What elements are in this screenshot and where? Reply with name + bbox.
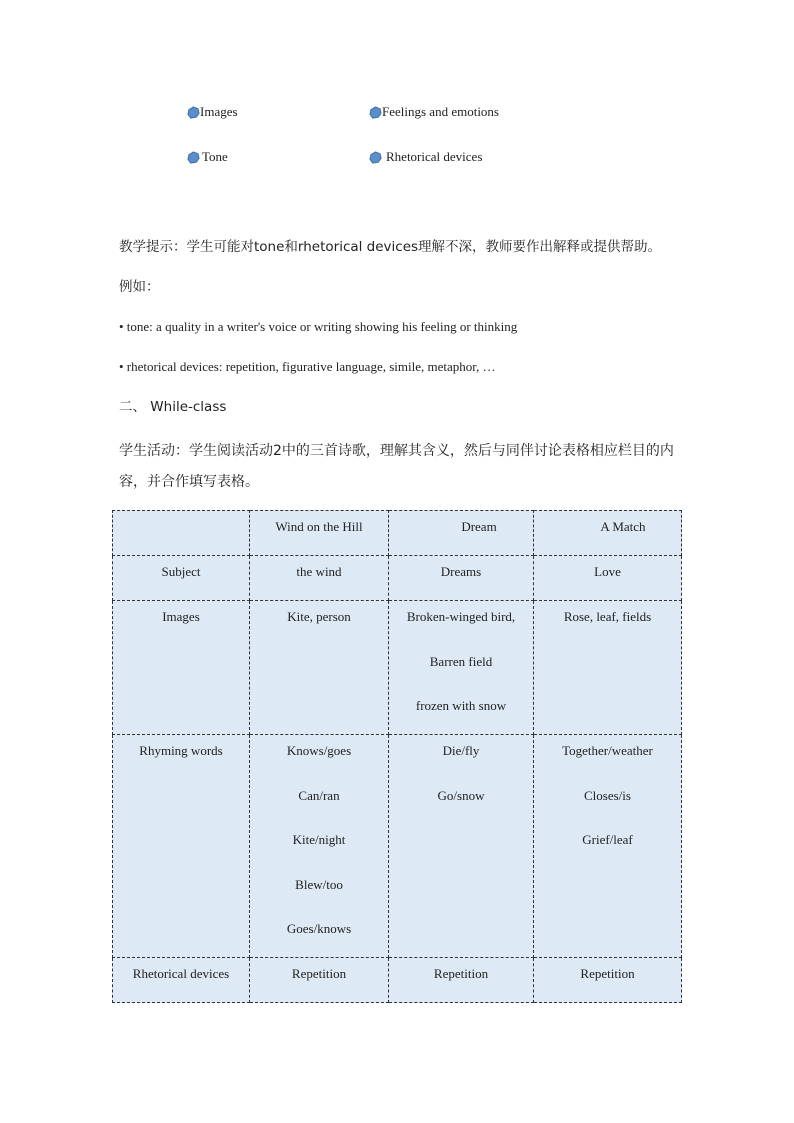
category-rhetorical bbox=[369, 149, 482, 165]
section-heading bbox=[119, 399, 226, 415]
cell-line: Go/snow bbox=[437, 787, 485, 803]
cell-line: Blew/too bbox=[295, 876, 343, 892]
cell-line: Barren field bbox=[429, 653, 493, 669]
category-label: Rhetorical devices bbox=[386, 149, 483, 164]
row-label: Rhyming words bbox=[113, 735, 250, 958]
table-cell: Repetition bbox=[389, 958, 534, 1003]
example-label: 例如： bbox=[119, 279, 160, 295]
blue-bullet-icon bbox=[369, 106, 382, 119]
cell-line: Kite/night bbox=[292, 832, 346, 847]
row-label: Subject bbox=[113, 556, 250, 601]
table-header-cell bbox=[113, 511, 250, 556]
table-header-cell: Wind on the Hill bbox=[250, 511, 389, 556]
table-header-cell: A Match bbox=[534, 511, 682, 556]
table-cell: Love bbox=[534, 556, 682, 601]
table-cell: Kite, person bbox=[250, 601, 389, 735]
teaching-tip: 教学提示：学生可能对tone和rhetorical devices理解不深，教师要作出解释或提供帮助。 bbox=[119, 239, 662, 255]
table-cell bbox=[534, 735, 682, 958]
category-label: Tone bbox=[202, 149, 228, 164]
cell-line: Knows/goes bbox=[286, 743, 352, 758]
definition-tone: • tone: a quality in a writer's voice or writing showing his feeling or thinking bbox=[119, 319, 518, 334]
row-label: Images bbox=[113, 601, 250, 735]
blue-bullet-icon bbox=[369, 151, 382, 164]
table-header-cell: Dream bbox=[389, 511, 534, 556]
category-tone bbox=[187, 149, 228, 165]
table-row bbox=[113, 958, 682, 1003]
cell-line: Die/fly bbox=[442, 743, 480, 758]
table-cell bbox=[389, 601, 534, 735]
table-cell: Repetition bbox=[250, 958, 389, 1003]
cell-line: Grief/leaf bbox=[582, 832, 633, 847]
category-label: Images bbox=[200, 104, 238, 119]
cell-line: Broken-winged bird, bbox=[406, 609, 516, 624]
cell-line: Closes/is bbox=[584, 787, 631, 803]
student-activity: 学生活动：学生阅读活动2中的三首诗歌，理解其含义，然后与同伴讨论表格相应栏目的内容，并合作填写表格。 bbox=[119, 443, 674, 490]
category-feelings bbox=[369, 104, 499, 120]
table-cell bbox=[250, 735, 389, 958]
poem-analysis-table bbox=[112, 510, 682, 1003]
row-label: Rhetorical devices bbox=[113, 958, 250, 1003]
table-cell: Dreams bbox=[389, 556, 534, 601]
definition-rhetorical: • rhetorical devices: repetition, figurative language, simile, metaphor, … bbox=[119, 359, 496, 374]
table-cell: the wind bbox=[250, 556, 389, 601]
blue-bullet-icon bbox=[187, 151, 200, 164]
table-header-row bbox=[113, 511, 682, 556]
table-cell: Rose, leaf, fields bbox=[534, 601, 682, 735]
blue-bullet-icon bbox=[187, 106, 200, 119]
table-cell: Repetition bbox=[534, 958, 682, 1003]
category-images bbox=[187, 104, 238, 120]
table-row bbox=[113, 735, 682, 958]
cell-line: Goes/knows bbox=[286, 921, 352, 936]
table-cell bbox=[389, 735, 534, 958]
cell-line: Together/weather bbox=[562, 743, 653, 758]
section-heading-text: 二、 While-class bbox=[119, 399, 227, 415]
cell-line: Can/ran bbox=[298, 787, 340, 803]
table-row bbox=[113, 556, 682, 601]
cell-line: frozen with snow bbox=[415, 698, 507, 713]
category-label: Feelings and emotions bbox=[382, 104, 499, 119]
table-row bbox=[113, 601, 682, 735]
